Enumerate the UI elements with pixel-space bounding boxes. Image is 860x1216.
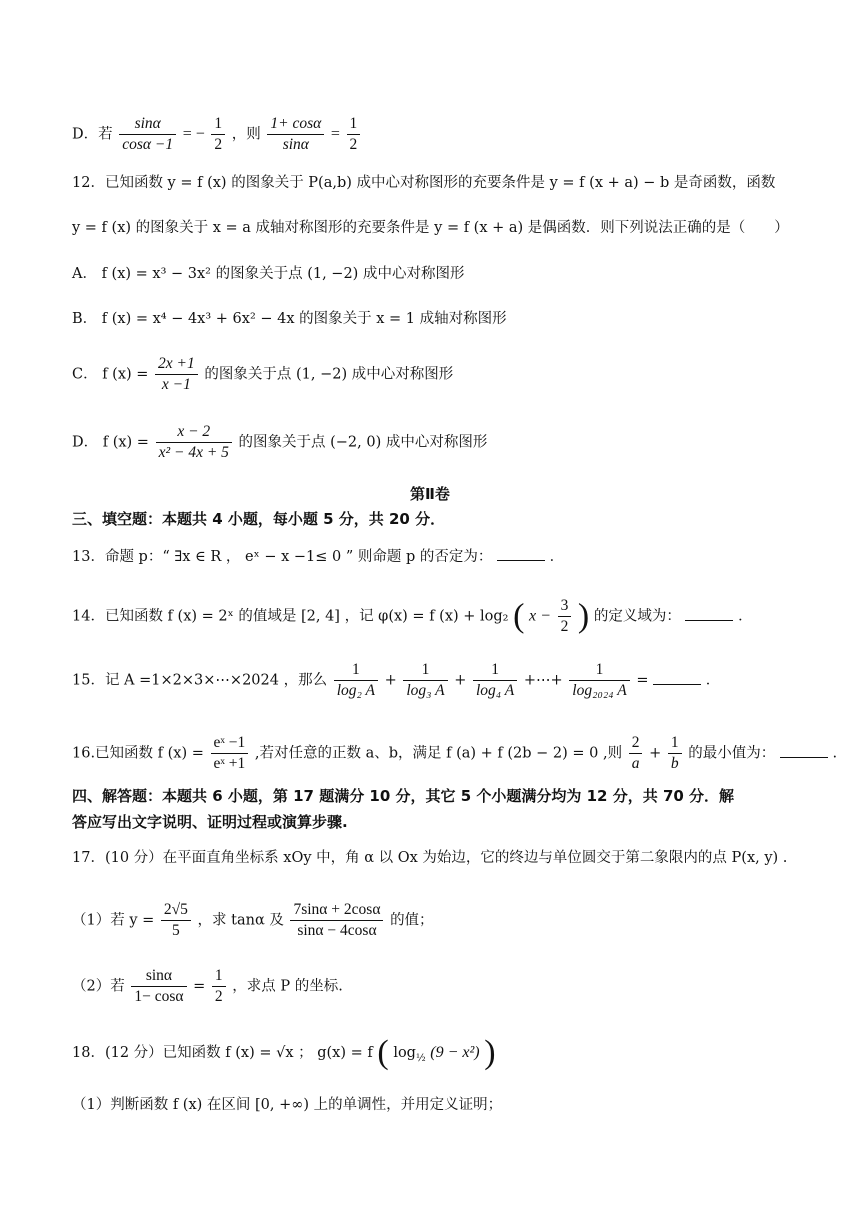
answer-blank (653, 670, 701, 685)
fraction-numerator: 1 (569, 660, 629, 681)
fraction-numerator: 3 (558, 596, 572, 617)
q17-p2-half (212, 966, 226, 1007)
q16-end: . (832, 745, 838, 762)
q15-prefix: 15．记 A =1×2×3×⋯×2024 ，那么 (72, 672, 328, 689)
q14-suffix: 的定义域为： (593, 608, 681, 625)
ellipsis-sum: +⋯+ (523, 672, 563, 689)
fraction-denominator: sinα (282, 136, 309, 153)
q17-p1-prefix: （1）若 y = (72, 912, 155, 929)
q11-d-half-1 (211, 114, 225, 155)
q16-function-fraction (211, 733, 249, 774)
fraction-denominator: 1− cosα (134, 988, 184, 1005)
right-paren: ) (577, 597, 590, 635)
log-argument: (9 − x²) (430, 1044, 480, 1061)
q12-option-c (72, 354, 800, 395)
fraction-denominator: sinα − 4cosα (297, 922, 377, 939)
q13-text: 13．命题 p：“ ∃x ∈ R ， eˣ − x −1≤ 0 ” 则命题 p 的否定为： (72, 549, 493, 565)
q12-option-d (72, 422, 800, 463)
fraction-denominator: 2 (214, 136, 223, 153)
fraction-numerator: 1 (347, 114, 361, 135)
q12-stem-line-1: 12．已知函数 y = f (x) 的图象关于 P(a,b) 成中心对称图形的充要条件是 y = f (x + a) − b 是奇函数，函数 (72, 175, 776, 191)
q11-d-half-2 (347, 114, 361, 155)
plus-sign: + (649, 745, 662, 762)
fraction-denominator: log₂₀₂₄ A (572, 682, 627, 699)
q15-term-1 (334, 660, 378, 701)
left-paren: ( (377, 1034, 389, 1071)
fraction-numerator: 7sinα + 2cosα (290, 900, 383, 921)
equals-sign: = (193, 978, 206, 995)
fraction-denominator: a (631, 755, 640, 772)
q12-d-suffix: 的图象关于点 (−2, 0) 成中心对称图形 (238, 434, 488, 451)
q18-part-1: （1）判断函数 f (x) 在区间 [0, +∞) 上的单调性，并用定义证明； (72, 1097, 503, 1113)
q16-mid: ,若对任意的正数 a、b，满足 f (a) + f (2b − 2) = 0 ,则 (254, 745, 623, 762)
q17-p2-prefix: （2）若 (72, 978, 125, 995)
plus-sign: + (454, 672, 467, 689)
left-paren: ( (513, 597, 525, 635)
fraction-denominator: b (670, 755, 679, 772)
q14-fraction (558, 596, 572, 637)
log-label: log (393, 1045, 416, 1061)
fraction-numerator: 1 (473, 660, 517, 681)
part4-heading-line-1: 四、解答题：本题共 6 小题，第 17 题满分 10 分，其它 5 个小题满分均为 12 分，共 70 分．解 (72, 787, 735, 805)
q11-d-label: D．若 (72, 126, 113, 143)
q16 (72, 733, 838, 774)
q17-part-2 (72, 966, 800, 1007)
part4-heading-line-2: 答应写出文字说明、证明过程或演算步骤. (72, 813, 348, 831)
q17-p1-expression (290, 900, 383, 941)
fraction-denominator: x −1 (161, 376, 191, 393)
q14 (72, 596, 800, 637)
answer-blank (780, 743, 828, 758)
fraction-denominator: 2 (349, 136, 358, 153)
q18-stem-prefix: 18．(12 分）已知函数 f (x) = √x ； g(x) = f (72, 1045, 373, 1061)
q17-p1-mid: ，求 tanα 及 (197, 912, 284, 929)
q11-d-fraction-2 (267, 114, 324, 155)
q15-term-3 (473, 660, 517, 701)
q13 (72, 546, 800, 568)
q16-fraction-1-over-b (668, 733, 682, 774)
section-title: 第Ⅱ卷 (410, 485, 450, 503)
q12-c-suffix: 的图象关于点 (1, −2) 成中心对称图形 (204, 366, 454, 383)
q15-term-4 (569, 660, 629, 701)
fraction-denominator: log₃ A (406, 682, 445, 699)
fraction-numerator: 2x +1 (155, 354, 198, 375)
fraction-denominator: x² − 4x + 5 (158, 444, 229, 461)
fraction-numerator: 1 (334, 660, 378, 681)
q17-part-1 (72, 900, 800, 941)
answer-blank (497, 546, 545, 561)
q17-p2-suffix: ，求点 P 的坐标. (232, 978, 343, 995)
q18-stem (72, 1036, 800, 1070)
q17-p2-fraction (131, 966, 186, 1007)
q11-option-d (72, 114, 800, 155)
part3-heading: 三、填空题：本题共 4 小题，每小题 5 分，共 20 分． (72, 510, 446, 528)
q14-end: ． (738, 608, 753, 625)
q16-fraction-2-over-a (629, 733, 643, 774)
fraction-denominator: cosα −1 (122, 136, 174, 153)
q15-end: ． (705, 672, 721, 689)
fraction-numerator: sinα (131, 966, 186, 987)
q15-term-2 (403, 660, 447, 701)
fraction-numerator: eˣ −1 (211, 733, 249, 754)
q14-prefix: 14．已知函数 f (x) = 2ˣ 的值域是 [2, 4] ，记 φ(x) = f (x) + log₂ (72, 608, 509, 625)
log-base: ½ (415, 1052, 426, 1064)
q11-d-fraction-1 (119, 114, 176, 155)
q13-end: ． (549, 549, 565, 565)
fraction-numerator: 2 (629, 733, 643, 754)
q16-prefix: 16.已知函数 f (x) = (72, 745, 204, 762)
q17-stem: 17．(10 分）在平面直角坐标系 xOy 中，角 α 以 Ox 为始边，它的终边与单位圆交于第二象限内的点 P(x, y) . (72, 850, 788, 866)
fraction-numerator: 2√5 (161, 900, 191, 921)
q12-d-label: D． f (x) = (72, 434, 149, 451)
fraction-denominator: log₂ A (336, 682, 375, 699)
q12-d-fraction (156, 422, 232, 463)
answer-blank (685, 606, 733, 621)
q17-p1-y-fraction (161, 900, 191, 941)
q11-d-equals-2: = (330, 125, 340, 143)
q11-d-then: ，则 (231, 126, 261, 143)
q14-inner: x − (529, 607, 551, 625)
fraction-denominator: 2 (560, 618, 569, 635)
q16-suffix: 的最小值为： (688, 745, 776, 762)
fraction-denominator: log₄ A (475, 682, 515, 699)
fraction-denominator: eˣ +1 (213, 755, 246, 772)
q12-option-b: B． f (x) = x⁴ − 4x³ + 6x² − 4x 的图象关于 x = 1 成轴对称图形 (72, 311, 507, 327)
fraction-numerator: sinα (119, 114, 176, 135)
q11-d-equals: = − (182, 125, 205, 143)
fraction-numerator: 1 (403, 660, 447, 681)
fraction-numerator: 1 (212, 966, 226, 987)
fraction-numerator: x − 2 (156, 422, 232, 443)
q15 (72, 660, 800, 701)
plus-sign: + (384, 672, 397, 689)
fraction-numerator: 1+ cosα (267, 114, 324, 135)
fraction-denominator: 2 (214, 988, 223, 1005)
right-paren: ) (484, 1034, 496, 1071)
q12-option-a: A． f (x) = x³ − 3x² 的图象关于点 (1, −2) 成中心对称图形 (72, 266, 465, 282)
q12-c-label: C． f (x) = (72, 366, 149, 383)
fraction-numerator: 1 (211, 114, 225, 135)
equals-sign: = (636, 672, 649, 689)
q12-stem-line-2: y = f (x) 的图象关于 x = a 成轴对称图形的充要条件是 y = f (x + a) 是偶函数．则下列说法正确的是（ ） (72, 220, 789, 236)
fraction-denominator: 5 (172, 922, 180, 939)
q12-c-fraction (155, 354, 198, 395)
fraction-numerator: 1 (668, 733, 682, 754)
q17-p1-suffix: 的值； (390, 912, 434, 929)
